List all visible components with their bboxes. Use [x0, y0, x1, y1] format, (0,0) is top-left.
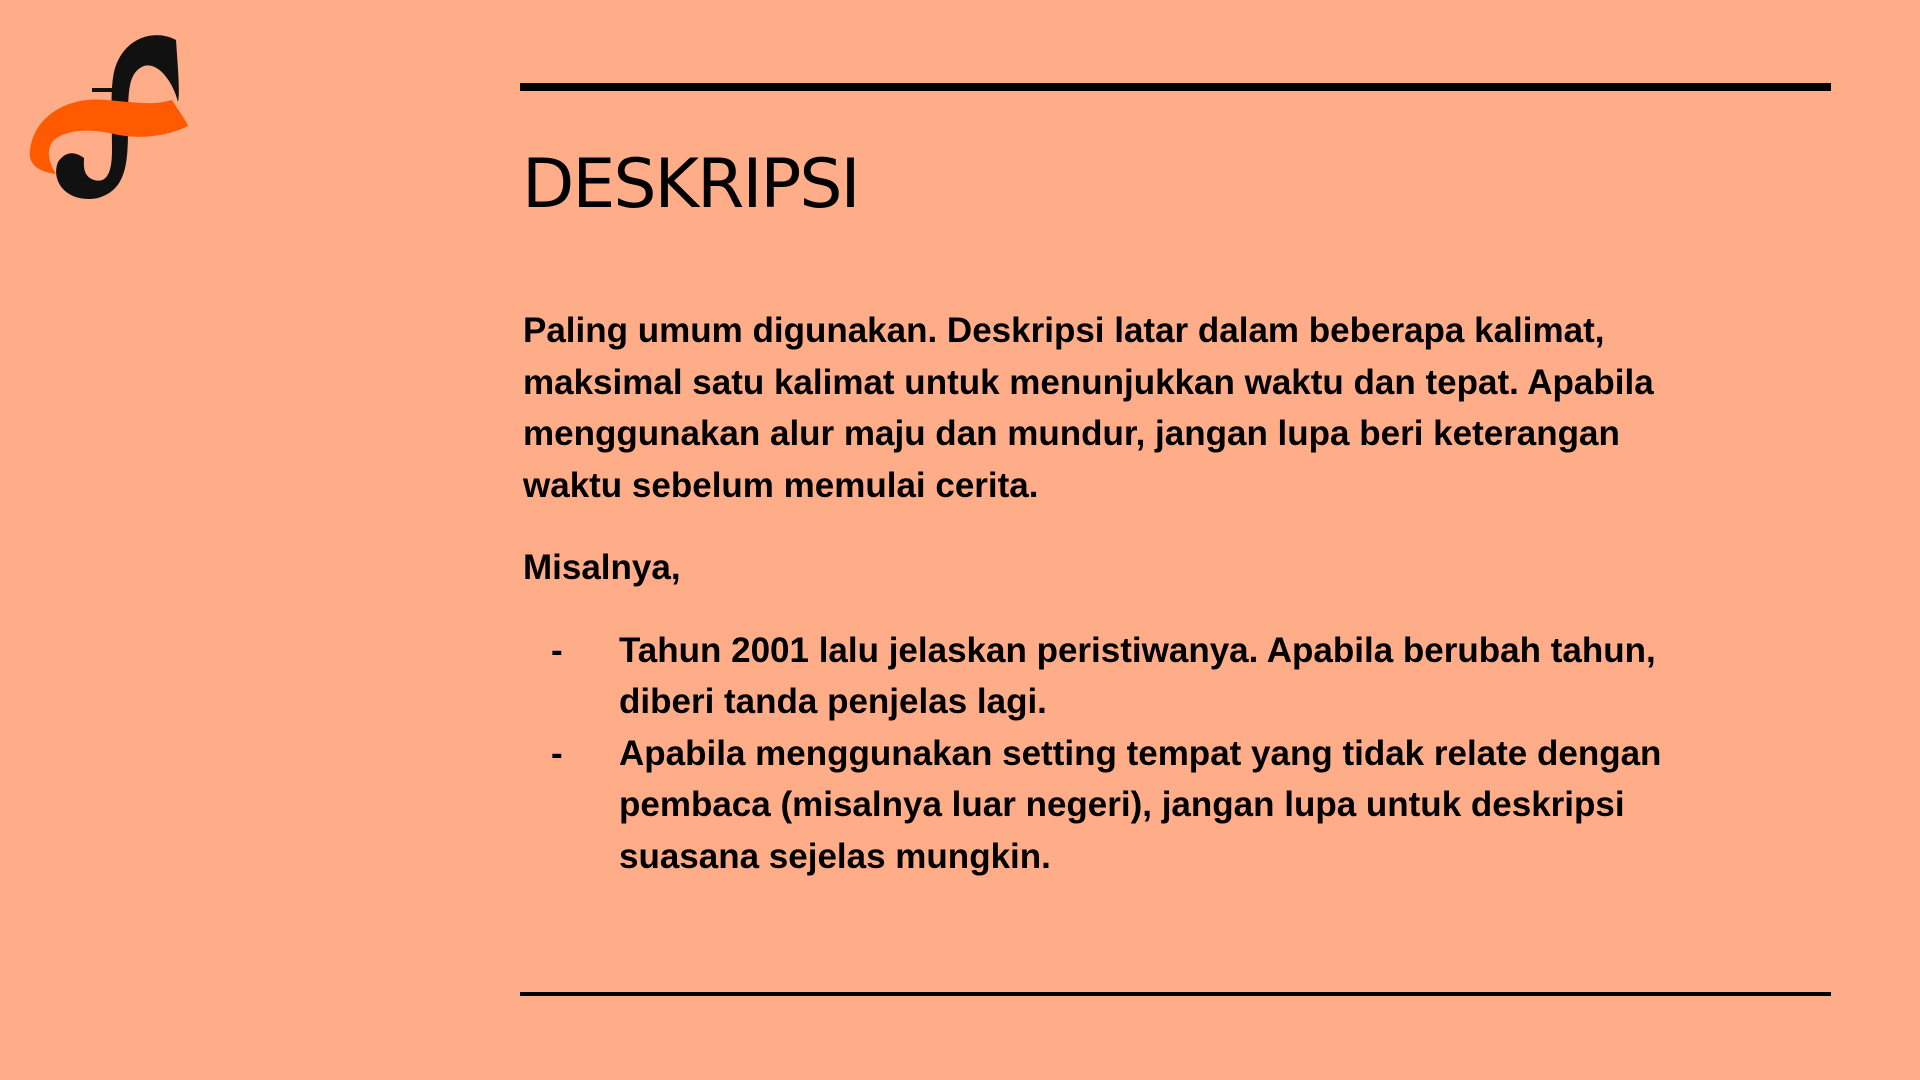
example-list	[523, 625, 1763, 883]
slide-title: DESKRIPSI	[522, 145, 859, 224]
slide-content	[523, 305, 1763, 882]
bullet-marker: -	[551, 733, 563, 773]
list-item	[523, 625, 1763, 728]
intro-paragraph: Paling umum digunakan. Deskripsi latar dalam beberapa kalimat, maksimal satu kalimat untuk menunjukkan waktu dan tepat. Apabila menggunakan alur maju dan mundur, jangan lupa beri keterangan waktu sebelum memulai cerita.	[523, 311, 1654, 505]
bullet-marker: -	[551, 630, 563, 670]
bullet-text: Tahun 2001 lalu jelaskan peristiwanya. Apabila berubah tahun, diberi tanda penjelas lagi.	[619, 630, 1656, 721]
example-lead: Misalnya,	[523, 548, 681, 587]
list-item	[523, 728, 1763, 883]
f-letter-logo-icon	[28, 30, 190, 202]
top-divider	[520, 83, 1831, 91]
bullet-text: Apabila menggunakan setting tempat yang tidak relate dengan pembaca (misalnya luar negeri), jangan lupa untuk deskripsi suasana sejelas mungkin.	[619, 733, 1662, 876]
bottom-divider	[520, 992, 1831, 996]
